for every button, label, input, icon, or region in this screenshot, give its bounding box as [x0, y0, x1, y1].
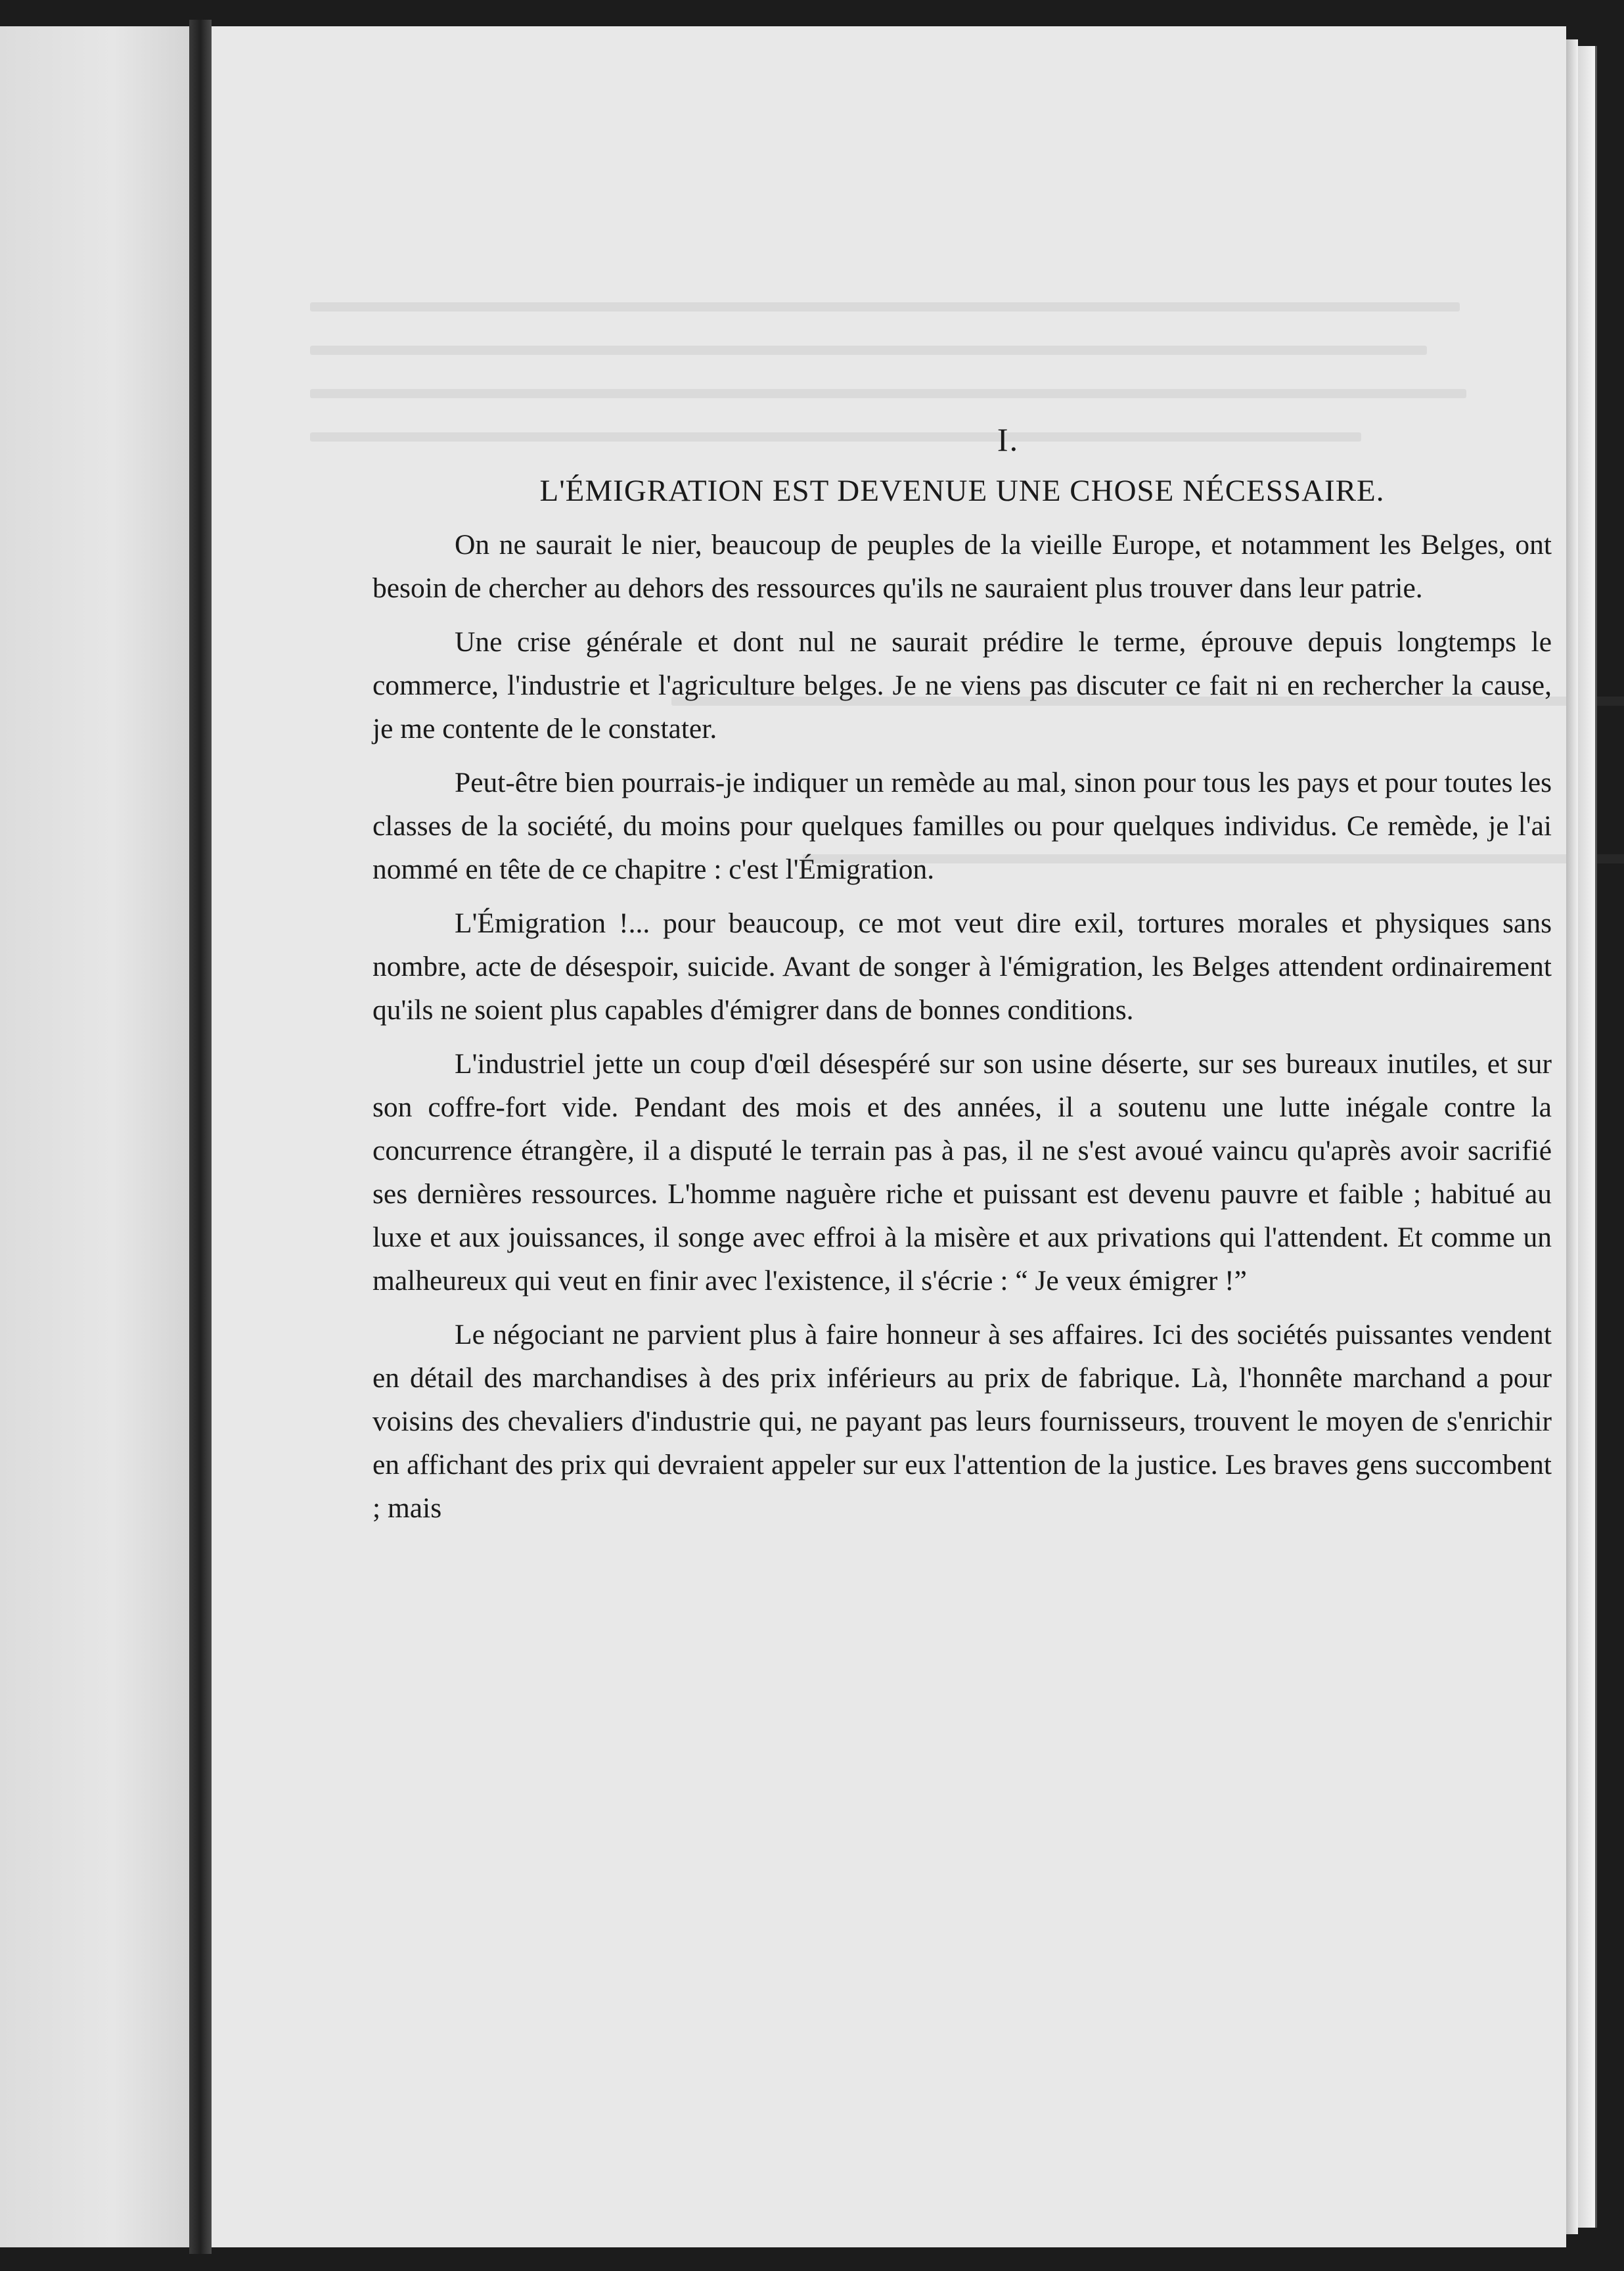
- bleed-through-line: [310, 346, 1427, 355]
- bleed-through-line: [310, 302, 1460, 311]
- book-gutter: [189, 20, 212, 2254]
- chapter-number: I.: [997, 421, 1020, 458]
- book-page: [212, 26, 1566, 2247]
- paragraph: Peut-être bien pourrais-je indiquer un remède au mal, sinon pour tous les pays et pour toutes les classes de la société, du moins pour quelques familles ou pour quelques individus. Ce remède, je l'ai nommé en tête de ce chapitre : c'est l'Émigration.: [372, 767, 1552, 885]
- facing-page-edge: [0, 26, 189, 2247]
- paragraph: L'industriel jette un coup d'œil désespéré sur son usine déserte, sur ses bureaux inutiles, et sur son coffre-fort vide. Pendant des mois et des années, il a soutenu une lutte inégale contre la concurrence étrangère, il a disputé le terrain pas à pas, il ne s'est avoué vaincu qu'après avoir sacrifié ses dernières ressources. L'homme naguère riche et puissant est devenu pauvre et faible ; habitué au luxe et aux jouissances, il songe avec effroi à la misère et aux privations qui l'attendent. Et comme un malheureux qui veut en finir avec l'existence, il s'écrie : “ Je veux émigrer !”: [372, 1048, 1552, 1296]
- page-stack-edge: [1578, 46, 1597, 2228]
- chapter-title: L'ÉMIGRATION EST DEVENUE UNE CHOSE NÉCESSAIRE.: [539, 474, 1385, 508]
- paragraph: On ne saurait le nier, beaucoup de peuples de la vieille Europe, et notamment les Belges, ont besoin de chercher au dehors des ressources qu'ils ne sauraient plus trouver dans leur patrie.: [372, 529, 1552, 604]
- bleed-through-line: [310, 389, 1466, 398]
- paragraph: Une crise générale et dont nul ne saurait prédire le terme, éprouve depuis longtemps le commerce, l'industrie et l'agriculture belges. Je ne viens pas discuter ce fait ni en rechercher la cause, je me contente de le constater.: [372, 626, 1552, 745]
- page-stack-edge: [1566, 39, 1578, 2234]
- paragraph: Le négociant ne parvient plus à faire honneur à ses affaires. Ici des sociétés puissantes vendent en détail des marchandises à des prix inférieurs au prix de fabrique. Là, l'honnête marchand a pour voisins des chevaliers d'industrie qui, ne payant pas leurs fournisseurs, trouvent le moyen de s'enrichir en affichant des prix qui devraient appeler sur eux l'attention de la justice. Les braves gens succombent ; mais: [372, 1319, 1552, 1524]
- page-content: [372, 421, 1552, 1540]
- paragraph: L'Émigration !... pour beaucoup, ce mot veut dire exil, tortures morales et physiques sans nombre, acte de désespoir, suicide. Avant de songer à l'émigration, les Belges attendent ordinairement qu'ils ne soient plus capables d'émigrer dans de bonnes conditions.: [372, 907, 1552, 1026]
